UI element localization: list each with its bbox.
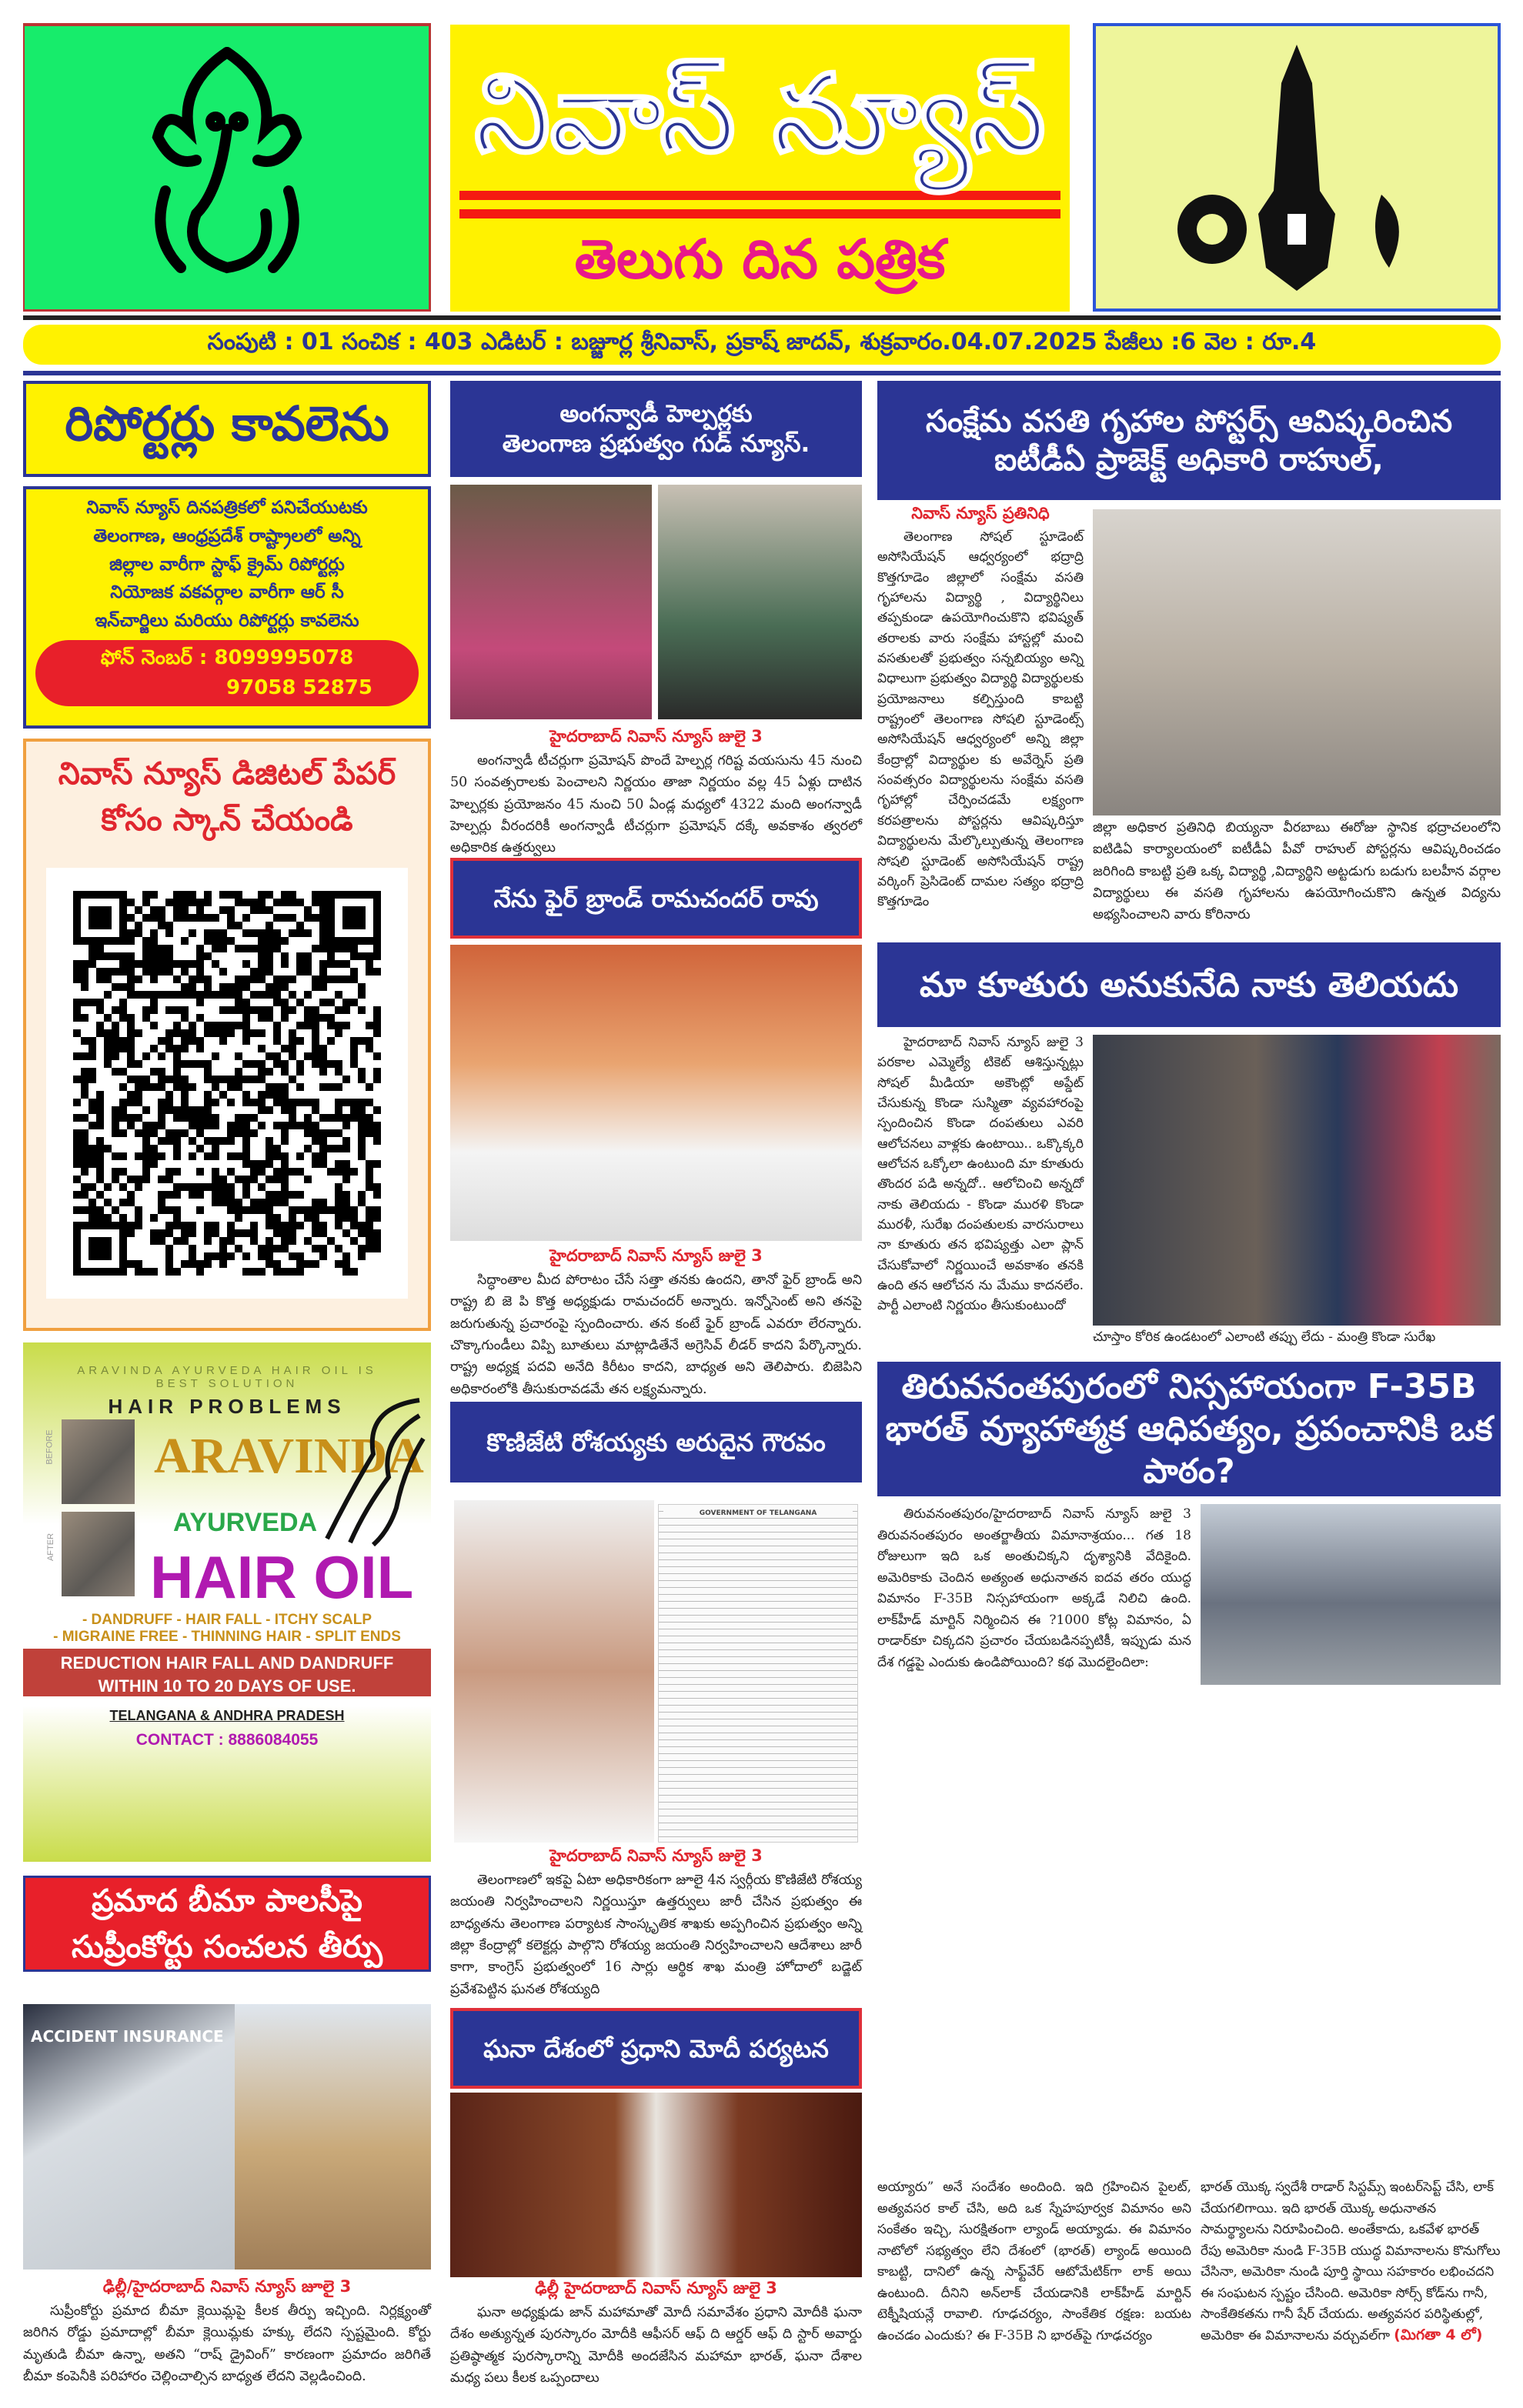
insurance-document-image: ACCIDENT INSURANCE <box>23 2004 235 2270</box>
f35-article-end <box>1201 2177 1501 2347</box>
article-body: ఘనా అధ్యక్షుడు జాన్ మహామాతో మోదీ సమావేశం ప్రధాని మోదీకి ఘనా దేశం అత్యున్నత పురస్కారం మోదీకి ఆఫీసర్ ఆఫ్ ది ఆర్డర్ ఆఫ్ ది స్టార్ అవార్డు ప్రతిష్ఠాత్మక పురస్కారాన్ని మోదీకి అందజేసిన మహామా భారత్, ఘనా దేశాల మధ్య పలు కీలక ఒప్పందాలు <box>450 2305 862 2386</box>
article-body: తిరువనంతపురం/హైదరాబాద్ నివాస్ న్యూస్ జులై 3 తిరువనంతపురం అంతర్జాతీయ విమానాశ్రయం... గత 18 రోజులుగా ఇది ఒక అంతుచిక్కని దృశ్యానికి వేదికైంది. అమెరికాకు చెందిన అత్యంత అధునాతన ఐదవ తరం యుద్ధ విమానం F-35B నిస్సహాయంగా అక్కడే నిలిచి ఉంది. లాక్‌హీడ్ మార్టిన్ నిర్మించిన ఈ ?1000 కోట్ల విమానం, ఏ రాడార్‌కూ చిక్కదని ప్రచారం చేయబడినప్పటికీ, ఇప్పుడు మన దేశ గడ్డపై ఎందుకు ఉండిపోయింది? కథ మొదలైందిలా: <box>877 1506 1191 1670</box>
rosaiah-headline: కొణిజేటి రోశయ్యకు అరుదైన గౌరవం <box>450 1402 862 1482</box>
dateline: హైదరాబాద్ నివాస్ న్యూస్ జులై 3 <box>549 1846 763 1865</box>
newspaper-subtitle: తెలుగు దిన పత్రిక <box>574 228 946 291</box>
issue-info-bar: సంపుటి : 01 సంచిక : 403 ఎడిటర్ : బజ్జూర్ల శ్రీనివాస్, ప్రకాష్ జాదవ్, శుక్రవారం.04.07.2025 పేజీలు :6 వెల : రూ.4 <box>23 325 1501 365</box>
venkateswara-emblem-panel <box>1093 23 1501 312</box>
rahul-headline <box>877 381 1501 500</box>
article-body: సుప్రీంకోర్టు ప్రమాద బీమా క్లెయిమ్లపై కీలక తీర్పు ఇచ్చింది. నిర్లక్ష్యంతో జరిగిన రోడ్డు ప్రమాదాల్లో బీమా క్లెయిమ్లకు హక్కు లేదని స్పష్టమైంది. కోర్టు మృతుడి బీమా ఉన్నా, అతని “రాష్ డ్రైవింగ్” కారణంగా ప్రమాదం జరిగితే బీమా కంపెనీకి పరిహారం చెల్లించాల్సిన బాధ్యత లేదని వెల్లడించింది. <box>23 2303 431 2385</box>
ad-tagline: HAIR PROBLEMS <box>108 1395 346 1418</box>
poster-launch-photo <box>1093 509 1501 815</box>
daughter-headline: మా కూతురు అనుకునేది నాకు తెలియదు <box>877 942 1501 1027</box>
document-title: GOVERNMENT OF TELANGANA <box>663 1509 853 1517</box>
headline-line: సంక్షేమ వసతి గృహాల పోస్టర్స్ ఆవిష్కరించిన <box>925 403 1453 439</box>
rosaiah-article <box>450 1846 862 2000</box>
ad-benefits: - DANDRUFF - HAIR FALL - ITCHY SCALP <box>82 1612 372 1628</box>
insurance-article <box>23 2277 431 2387</box>
anganwadi-photo <box>450 485 652 719</box>
after-label: AFTER <box>46 1533 56 1562</box>
dateline: ఢిల్లీ హైదరాబాద్ నివాస్ న్యూస్ జులై 3 <box>535 2279 777 2297</box>
insurance-photo <box>23 2004 431 2270</box>
anganwadi-headline <box>450 381 862 477</box>
before-photo <box>62 1419 135 1504</box>
ramachander-photo <box>450 945 862 1241</box>
dateline: హైదరాబాద్ నివాస్ న్యూస్ జులై 3 <box>549 1246 763 1265</box>
rosaiah-photo <box>454 1500 654 1843</box>
ad-line: ఇన్‌చార్జిలు మరియు రిపోర్టర్లు కావలెను <box>95 611 359 632</box>
headline-line: తెలంగాణ ప్రభుత్వం గుడ్ న్యూస్. <box>502 429 810 458</box>
headline-line: అంగన్వాడీ హెల్పర్లకు <box>559 399 753 428</box>
minister-photo <box>658 485 862 719</box>
masthead-divider <box>459 191 1060 218</box>
reporters-wanted-ad <box>23 486 431 729</box>
ad-banner-line: WITHIN 10 TO 20 DAYS OF USE. <box>98 1676 356 1696</box>
phone-numbers <box>35 640 419 706</box>
ghana-article <box>450 2279 862 2389</box>
f35-jet-photo <box>1201 1504 1501 1685</box>
ad-tagline: BEST SOLUTION <box>155 1377 299 1390</box>
dateline: ఢిల్లీ/హైదరాబాద్ నివాస్ న్యూస్ జూలై 3 <box>102 2277 352 2296</box>
ghana-headline: ఘనా దేశంలో ప్రధాని మోదీ పర్యటన <box>450 2008 862 2089</box>
ad-brand: ARAVINDA <box>154 1428 424 1484</box>
aravinda-hair-oil-ad <box>23 1342 431 1862</box>
headline-line: భారత్ వ్యూహాత్మక ఆధిపత్యం, ప్రపంచానికి ఒక పాఠం? <box>885 1409 1493 1491</box>
konda-couple-photo <box>1093 1035 1501 1326</box>
ad-line: నియోజక వకవర్గాల వారీగా ఆర్ సీ <box>110 582 344 603</box>
article-body: హైదరాబాద్ నివాస్ న్యూస్ జులై 3 పరకాల ఎమ్మెల్యే టికెట్ ఆశిస్తున్నట్లు సోషల్ మీడియా అకౌంట్లో అప్డేట్ చేసుకున్న కొండా సుస్మితా వ్యవహారంపై స్పందించిన కొండా దంపతులు ఎవరి ఆలోచనలు వాళ్లకు ఉంటాయి.. ఒక్కొక్కరి ఆలోచన ఒక్కోలా ఉంటుంది మా కూతురు తొందర పడి అన్నదో.. ఆలోచించి అన్నదో నాకు తెలియదు - కొండా మురళి కొండా మురళీ, సురేఖ దంపతులకు వారసురాలు నా కూతురు తన భవిష్యత్తు ఎలా ప్లాన్ చేసుకోవాలో నిర్ణయించే అవకాశం తనకి ఉంది తన ఆలోచన ను మేము కాదనలేం. పార్టీ ఎలాంటి నిర్ణయం తీసుకుంటుందో <box>877 1035 1084 1314</box>
ad-line: నివాస్ న్యూస్ దినపత్రికలో పనిచేయుటకు <box>86 498 368 518</box>
headline-line: ఐటీడీఏ ప్రాజెక్ట్ అధికారి రాహుల్, <box>994 442 1384 478</box>
article-body: అంగన్వాడీ టీచర్లుగా ప్రమోషన్ పొందే హెల్పర్ల గరిష్ట వయసును 45 నుంచి 50 సంవత్సరాలకు పెంచాలని నిర్ణయం తాజా నిర్ణయం వల్ల 45 ఏళ్లు దాటిన హెల్పర్లకు ప్రయోజనం 45 నుంచి 50 ఏండ్ల మధ్యలో 4322 మంది అంగన్వాడీ హెల్పర్లు వీరందరికీ అంగన్వాడీ టీచర్లుగా ప్రమోషన్ దక్కే అవకాశం త్వరలో అధికారిక ఉత్తర్వులు <box>450 753 862 856</box>
article-body: తెలంగాణ సోషల్ స్టూడెంట్ అసోసియేషన్ ఆధ్వర్యంలో భద్రాద్రి కొత్తగూడెం జిల్లాలో సంక్షేమ వసతి గృహాలను విద్యార్థి , విద్యార్థినిలు తప్పకుండా ఉపయోగించుకొని భవిష్యత్ తరాలకు వారు సంక్షేమ హాస్టల్లో మంచి వసతులతో ప్రభుత్వం సన్నబియ్యం అన్ని విధాలుగా ప్రభుత్వం విద్యార్థి విద్యార్థులకు ప్రయోజనాలు కల్పిస్తుంది కాబట్టి రాష్ట్రంలో తెలంగాణ సోషలి స్టూడెంట్స్ అసోసియేషన్ ఆధ్వర్యంలో అన్ని జిల్లా కేంద్రాల్లో విద్యార్థుల కు అవేర్నెస్ ప్రతి సంవత్సరం విద్యార్థులను సంక్షేమ వసతి గృహాల్లో చేర్పించడమే లక్ష్యంగా కరపత్రాలను పోస్టర్లను ఆవిష్కరిస్తూ విద్యార్థులను మేల్కొల్పుతున్న తెలంగాణ సోషలి స్టూడెంట్ అసోసియేషన్ రాష్ట్ర వర్కింగ్ ప్రెసిడెంట్ దామల సత్యం భద్రాద్రి కొత్తగూడెం <box>877 529 1084 910</box>
dateline: హైదరాబాద్ నివాస్ న్యూస్ జులై 3 <box>549 727 763 745</box>
digital-paper-box <box>23 739 431 1331</box>
divider <box>23 315 1501 320</box>
reporters-wanted-heading: రిపోర్టర్లు కావలెను <box>23 381 431 477</box>
ad-line: తెలంగాణ, ఆంధ్రప్రదేశ్ రాష్ట్రాలలో అన్ని <box>93 525 361 546</box>
ad-contact: CONTACT : 8886084055 <box>135 1731 319 1749</box>
headline-line: సుప్రీంకోర్టు సంచలన తీర్పు <box>72 1929 382 1965</box>
newspaper-title: నివాస్ న్యూస్ <box>474 52 1046 177</box>
masthead <box>450 25 1070 312</box>
article-body: అయ్యారు” అనే సందేశం అందింది. ఇది గ్రహించిన పైలట్, అత్యవసర కాల్ చేసి, అది ఒక స్నేహపూర్వక విమానం అని సంకేతం ఇచ్చి, సురక్షితంగా ల్యాండ్ అయ్యాడు. ఈ విమానం నాటోలో సభ్యత్వం లేని దేశంలో (భారత్) ల్యాండ్ అయింది కాబట్టి, దానిలో ఉన్న సాఫ్ట్‌వేర్ ఆటోమేటిక్‌గా లాక్ అయి ఉంటుంది. దీనిని అన్‌లాక్ చేయడానికి లాక్‌హీడ్ మార్టిన్ టెక్నీషియన్లే రావాలి. గూఢచర్యం, సాంకేతిక రక్షణ: బయట ఉంచడం ఎందుకు? ఈ F-35B ని భారత్‌పై గూఢచర్యం <box>877 2180 1191 2343</box>
insurance-headline <box>23 1876 431 1972</box>
headline-line: ప్రమాద బీమా పాలసీపై <box>92 1883 362 1919</box>
f35-headline <box>877 1362 1501 1496</box>
article-body: భారత్ యొక్క స్వదేశీ రాడార్ సిస్టమ్స్ ఇంటర్‌సెప్ట్ చేసి, లాక్ చేయగలిగాయి. ఇది భారత్ యొక్క అధునాతన సామర్థ్యాలను నిరూపించింది. అంతేకాదు, ఒకవేళ భారత్ రేపు అమెరికా నుండి F-35B యుద్ధ విమానాలను కొనుగోలు చేసినా, అమెరికా నుండి పూర్తి స్థాయి సహకారం లభించదని ఈ సంఘటన స్పష్టం చేసింది. అమెరికా సోర్స్ కోడ్‌ను గానీ, సాంకేతికతను గానీ షేర్ చేయదు. అత్యవసర పరిస్థితుల్లో, అమెరికా ఈ విమానాలను వర్చువల్‌గా <box>1201 2180 1501 2343</box>
ad-region: TELANGANA & ANDHRA PRADESH <box>109 1708 345 1723</box>
after-photo <box>62 1512 135 1596</box>
before-label: BEFORE <box>45 1429 55 1465</box>
ad-line: జిల్లాల వారీగా స్టాఫ్ క్రైమ్ రిపోర్టర్లు <box>109 554 345 575</box>
ganesha-emblem-panel <box>23 23 431 312</box>
ramachander-article <box>450 1246 862 1400</box>
ad-banner <box>23 1649 431 1696</box>
qr-code-icon <box>73 891 381 1276</box>
digital-paper-heading: నివాస్ న్యూస్ డిజిటల్ పేపర్ కోసం స్కాన్ చేయండి <box>58 756 396 838</box>
modi-photo <box>450 2093 862 2277</box>
headline-line: తిరువనంతపురంలో నిస్సహాయంగా F-35B <box>901 1367 1477 1406</box>
government-order-document <box>658 1504 858 1843</box>
phone-number-1: ఫోన్ నెంబర్ : 8099995078 <box>100 645 354 669</box>
ramachander-headline: నేను ఫైర్ బ్రాండ్ రామచందర్ రావు <box>450 858 862 939</box>
qr-code[interactable] <box>46 868 408 1299</box>
rahul-article <box>877 504 1084 912</box>
ganesha-icon <box>135 37 319 298</box>
article-body: సిద్ధాంతాల మీద పోరాటం చేసే సత్తా తనకు ఉందని, తానో ఫైర్ బ్రాండ్ అని రాష్ట్ర బి జె పి కొత్త అధ్యక్షుడు రామచందర్ అన్నారు. ఇన్నోసెంట్ అని తనపై జరుగుతున్న ప్రచారంపై స్పందించారు. తన కంటే ఫైర్ బ్రాండ్ ఎవరూ లేరన్నారు. చొక్కాగుండీలు విప్పి బూతులు మాట్లాడితేనే అగ్రెసివ్ లీడర్ కాదని పేర్కొన్నారు. రాష్ట్ర అధ్యక్ష పదవి అనేది కిరీటం కాదని, బాధ్యత అని తెలిపారు. బిజెపిని అధికారంలోకి తీసుకురావడమే తన లక్ష్యమన్నారు. <box>450 1272 862 1397</box>
ad-ayurveda: AYURVEDA <box>173 1508 318 1537</box>
continued-on-page-4[interactable]: (మిగతా 4 లో) <box>1394 2326 1483 2343</box>
anganwadi-article <box>450 727 862 859</box>
divider <box>23 371 1501 375</box>
photo-caption: చూస్తాం కోరిక ఉండటంలో ఎలాంటి తప్పు లేదు - మంత్రి కొండా సురేఖ <box>1093 1329 1436 1345</box>
ad-banner-line: REDUCTION HAIR FALL AND DANDRUFF <box>60 1653 394 1673</box>
ad-tagline: ARAVINDA AYURVEDA HAIR OIL IS <box>77 1364 377 1377</box>
dateline: నివాస్ న్యూస్ ప్రతినిధి <box>911 504 1050 522</box>
supreme-court-image <box>235 2004 431 2270</box>
ad-product: HAIR OIL <box>150 1543 414 1611</box>
phone-number-2: 97058 52875 <box>226 675 372 699</box>
woman-hair-illustration <box>319 1392 427 1546</box>
venkateswara-icon <box>1158 37 1435 298</box>
article-body: జిల్లా అధికార ప్రతినిధి బియ్యనా వీరబాబు ఈరోజు స్థానిక భద్రాచలంలోని ఐటిడిఏ కార్యాలయంలో ఐటీడీఏ పీవో రాహుల్ పోస్టర్లను ఆవిష్కరించడం జరిగింది కాబట్టి ప్రతి ఒక్క విద్యార్థి ,విద్యార్థిని అట్టడుగు బడుగు బలహీన వర్గాల విద్యార్థులు ఈ వసతి గృహాలను ఉపయోగించుకొని ఉన్నత విద్యను అభ్యసించాలని వారు కోరినారు <box>1093 820 1501 923</box>
ad-benefits: - MIGRAINE FREE - THINNING HAIR - SPLIT ENDS <box>53 1629 401 1645</box>
article-body: తెలంగాణలో ఇకపై ఏటా అధికారికంగా జూలై 4న స్వర్గీయ కొణిజేటి రోశయ్య జయంతి నిర్వహించాలని నిర్ణయిస్తూ ఉత్తర్వులు జారీ చేసిన ప్రభుత్వం ఈ బాధ్యతను తెలంగాణ పర్యాటక సాంస్కృతిక శాఖకు అప్పగించిన ప్రభుత్వం అన్ని జిల్లా కేంద్రాల్లో కలెక్టర్లు పాల్గొని రోశయ్య జయంతి నిర్వహించాలని ఆదేశాలు జారీ కాగా, కాంగ్రెస్ ప్రభుత్వంలో 16 సార్లు ఆర్థిక శాఖ మంత్రి హోదాలో బడ్జెట్ ప్రవేశపెట్టిన ఘనత రోశయ్యది <box>450 1873 862 1997</box>
